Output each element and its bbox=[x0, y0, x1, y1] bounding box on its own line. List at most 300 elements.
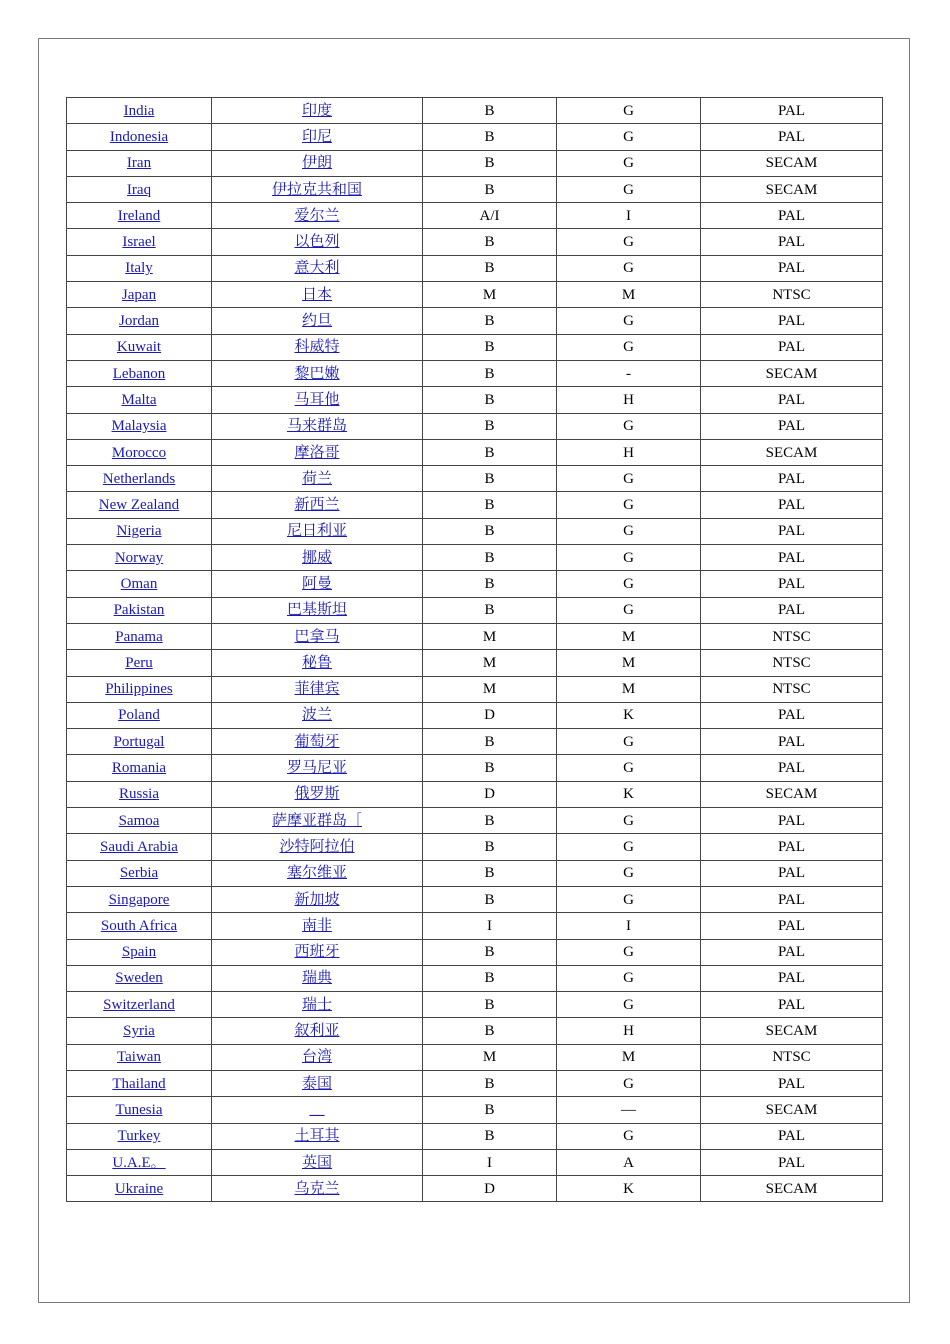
cell-vhf: M bbox=[423, 623, 557, 649]
cell-vhf: D bbox=[423, 702, 557, 728]
chinese-link[interactable]: 印尼 bbox=[301, 128, 332, 145]
table-row bbox=[67, 1176, 883, 1202]
cell-uhf: G bbox=[557, 334, 701, 360]
cell-system: PAL bbox=[701, 886, 883, 912]
cell-uhf: G bbox=[557, 834, 701, 860]
cell-country bbox=[67, 466, 212, 492]
country-link[interactable]: Samoa bbox=[118, 812, 160, 829]
chinese-link[interactable]: 马耳他 bbox=[294, 391, 340, 408]
cell-vhf: B bbox=[423, 439, 557, 465]
cell-chinese bbox=[212, 860, 423, 886]
chinese-link[interactable]: 菲律宾 bbox=[294, 681, 340, 698]
cell-system: PAL bbox=[701, 387, 883, 413]
cell-system: NTSC bbox=[701, 282, 883, 308]
cell-uhf: M bbox=[557, 282, 701, 308]
cell-system: PAL bbox=[701, 571, 883, 597]
cell-chinese bbox=[212, 1070, 423, 1096]
country-link[interactable]: Nigeria bbox=[116, 523, 162, 540]
country-link[interactable]: Thailand bbox=[112, 1075, 166, 1092]
cell-uhf: G bbox=[557, 176, 701, 202]
cell-uhf: G bbox=[557, 518, 701, 544]
cell-uhf: G bbox=[557, 965, 701, 991]
country-link[interactable]: Russia bbox=[118, 786, 159, 803]
cell-vhf: B bbox=[423, 150, 557, 176]
table-row bbox=[67, 1097, 883, 1123]
cell-uhf: M bbox=[557, 650, 701, 676]
cell-uhf: G bbox=[557, 729, 701, 755]
chinese-link[interactable]: 摩洛哥 bbox=[294, 444, 340, 461]
chinese-link[interactable]: 英国 bbox=[301, 1154, 332, 1171]
chinese-link[interactable]: 新加坡 bbox=[294, 891, 340, 908]
table-row bbox=[67, 492, 883, 518]
chinese-link[interactable]: 巴基斯坦 bbox=[286, 602, 347, 619]
cell-uhf: G bbox=[557, 860, 701, 886]
country-link[interactable]: Switzerland bbox=[103, 996, 175, 1013]
country-link[interactable]: Jordan bbox=[119, 313, 159, 330]
cell-vhf: B bbox=[423, 1123, 557, 1149]
cell-country bbox=[67, 439, 212, 465]
cell-system: PAL bbox=[701, 98, 883, 124]
cell-uhf: M bbox=[557, 1044, 701, 1070]
cell-chinese bbox=[212, 913, 423, 939]
country-link[interactable]: Spain bbox=[121, 944, 157, 961]
cell-chinese bbox=[212, 518, 423, 544]
cell-system: PAL bbox=[701, 834, 883, 860]
cell-system: NTSC bbox=[701, 650, 883, 676]
cell-uhf: G bbox=[557, 545, 701, 571]
cell-chinese bbox=[212, 1044, 423, 1070]
cell-vhf: B bbox=[423, 729, 557, 755]
chinese-link[interactable]: 意大利 bbox=[294, 260, 340, 277]
chinese-link[interactable]: 萨摩亚群岛［ bbox=[271, 812, 362, 829]
table-row bbox=[67, 203, 883, 229]
chinese-link[interactable]: 马来群岛 bbox=[286, 418, 347, 435]
cell-vhf: B bbox=[423, 124, 557, 150]
cell-country bbox=[67, 886, 212, 912]
chinese-link[interactable]: 阿曼 bbox=[301, 575, 332, 592]
cell-system: PAL bbox=[701, 1123, 883, 1149]
table-row bbox=[67, 387, 883, 413]
chinese-link[interactable]: 尼日利亚 bbox=[286, 523, 347, 540]
cell-country bbox=[67, 860, 212, 886]
chinese-link[interactable]: 瑞士 bbox=[301, 996, 332, 1013]
cell-vhf: B bbox=[423, 965, 557, 991]
cell-chinese bbox=[212, 308, 423, 334]
country-link[interactable]: Italy bbox=[125, 260, 153, 277]
cell-vhf: A/I bbox=[423, 203, 557, 229]
cell-country bbox=[67, 676, 212, 702]
cell-chinese bbox=[212, 755, 423, 781]
country-link[interactable]: Philippines bbox=[105, 681, 173, 698]
cell-country bbox=[67, 98, 212, 124]
cell-uhf: M bbox=[557, 623, 701, 649]
table-row bbox=[67, 623, 883, 649]
cell-vhf: M bbox=[423, 1044, 557, 1070]
chinese-link[interactable]: 日本 bbox=[301, 286, 332, 303]
table-row bbox=[67, 992, 883, 1018]
chinese-link[interactable]: 俄罗斯 bbox=[294, 786, 340, 803]
cell-country bbox=[67, 150, 212, 176]
country-link[interactable]: Tunesia bbox=[115, 1101, 163, 1118]
cell-vhf: B bbox=[423, 387, 557, 413]
cell-chinese bbox=[212, 439, 423, 465]
country-link[interactable]: Ireland bbox=[117, 207, 161, 224]
cell-uhf: G bbox=[557, 808, 701, 834]
cell-chinese bbox=[212, 492, 423, 518]
cell-system: SECAM bbox=[701, 439, 883, 465]
cell-system: PAL bbox=[701, 755, 883, 781]
cell-system: PAL bbox=[701, 729, 883, 755]
table-row bbox=[67, 98, 883, 124]
cell-chinese bbox=[212, 1018, 423, 1044]
cell-country bbox=[67, 965, 212, 991]
cell-country bbox=[67, 1149, 212, 1175]
cell-country bbox=[67, 808, 212, 834]
cell-system: PAL bbox=[701, 939, 883, 965]
country-link[interactable]: Singapore bbox=[108, 891, 170, 908]
table-row bbox=[67, 965, 883, 991]
cell-chinese bbox=[212, 387, 423, 413]
cell-chinese bbox=[212, 360, 423, 386]
chinese-link[interactable]: 以色列 bbox=[294, 234, 340, 251]
cell-chinese bbox=[212, 1097, 423, 1123]
chinese-link[interactable]: 塞尔维亚 bbox=[286, 865, 347, 882]
country-link[interactable]: Pakistan bbox=[113, 602, 165, 619]
cell-chinese bbox=[212, 623, 423, 649]
cell-vhf: B bbox=[423, 466, 557, 492]
chinese-link[interactable]: 科威特 bbox=[294, 339, 340, 356]
chinese-link[interactable]: 乌克兰 bbox=[294, 1180, 340, 1197]
chinese-link[interactable]: 黎巴嫩 bbox=[294, 365, 340, 382]
cell-country bbox=[67, 1018, 212, 1044]
country-link[interactable]: Morocco bbox=[111, 444, 167, 461]
table-row bbox=[67, 886, 883, 912]
table-row bbox=[67, 255, 883, 281]
cell-uhf: G bbox=[557, 150, 701, 176]
cell-system: PAL bbox=[701, 203, 883, 229]
country-link[interactable]: Iraq bbox=[126, 181, 152, 198]
cell-vhf: B bbox=[423, 492, 557, 518]
cell-country bbox=[67, 571, 212, 597]
cell-country bbox=[67, 755, 212, 781]
cell-chinese bbox=[212, 808, 423, 834]
chinese-link[interactable]: 沙特阿拉伯 bbox=[279, 838, 355, 855]
cell-uhf: M bbox=[557, 676, 701, 702]
country-link[interactable]: Serbia bbox=[119, 865, 159, 882]
chinese-link[interactable]: 巴拿马 bbox=[294, 628, 340, 645]
cell-vhf: B bbox=[423, 597, 557, 623]
cell-vhf: M bbox=[423, 282, 557, 308]
cell-uhf: G bbox=[557, 413, 701, 439]
country-link[interactable]: Sweden bbox=[115, 970, 163, 987]
cell-uhf: G bbox=[557, 255, 701, 281]
cell-country bbox=[67, 992, 212, 1018]
cell-vhf: B bbox=[423, 886, 557, 912]
cell-system: PAL bbox=[701, 702, 883, 728]
cell-country bbox=[67, 834, 212, 860]
table-row bbox=[67, 808, 883, 834]
cell-country bbox=[67, 623, 212, 649]
chinese-link[interactable]: 约旦 bbox=[301, 313, 332, 330]
cell-system: NTSC bbox=[701, 1044, 883, 1070]
cell-uhf: K bbox=[557, 702, 701, 728]
cell-system: NTSC bbox=[701, 623, 883, 649]
cell-vhf: B bbox=[423, 413, 557, 439]
table-row bbox=[67, 308, 883, 334]
table-row bbox=[67, 282, 883, 308]
cell-vhf: I bbox=[423, 1149, 557, 1175]
cell-chinese bbox=[212, 939, 423, 965]
cell-system: SECAM bbox=[701, 1018, 883, 1044]
cell-vhf: M bbox=[423, 676, 557, 702]
country-link[interactable]: Indonesia bbox=[109, 128, 169, 145]
cell-country bbox=[67, 1123, 212, 1149]
chinese-link[interactable]: 伊拉克共和国 bbox=[271, 181, 362, 198]
cell-country bbox=[67, 387, 212, 413]
chinese-link[interactable]: __ bbox=[309, 1101, 325, 1118]
cell-vhf: B bbox=[423, 229, 557, 255]
cell-country bbox=[67, 1070, 212, 1096]
chinese-link[interactable]: 爱尔兰 bbox=[294, 207, 340, 224]
country-link[interactable]: Israel bbox=[122, 234, 156, 251]
cell-vhf: B bbox=[423, 176, 557, 202]
cell-system: PAL bbox=[701, 1070, 883, 1096]
country-link[interactable]: Turkey bbox=[117, 1128, 161, 1145]
cell-vhf: B bbox=[423, 1097, 557, 1123]
cell-uhf: K bbox=[557, 781, 701, 807]
cell-chinese bbox=[212, 676, 423, 702]
chinese-link[interactable]: 西班牙 bbox=[294, 944, 340, 961]
table-row bbox=[67, 650, 883, 676]
cell-chinese bbox=[212, 729, 423, 755]
chinese-link[interactable]: 罗马尼亚 bbox=[286, 760, 347, 777]
cell-system: PAL bbox=[701, 597, 883, 623]
cell-chinese bbox=[212, 229, 423, 255]
cell-uhf: I bbox=[557, 913, 701, 939]
cell-vhf: B bbox=[423, 939, 557, 965]
country-link[interactable]: Malta bbox=[121, 391, 157, 408]
cell-vhf: B bbox=[423, 571, 557, 597]
country-link[interactable]: New Zealand bbox=[98, 497, 180, 514]
cell-vhf: B bbox=[423, 308, 557, 334]
country-link[interactable]: Iran bbox=[126, 155, 152, 172]
cell-country bbox=[67, 360, 212, 386]
cell-chinese bbox=[212, 1123, 423, 1149]
country-link[interactable]: India bbox=[123, 102, 155, 119]
cell-uhf: G bbox=[557, 755, 701, 781]
cell-vhf: B bbox=[423, 545, 557, 571]
cell-country bbox=[67, 781, 212, 807]
table-row bbox=[67, 334, 883, 360]
country-link[interactable]: Peru bbox=[125, 654, 153, 671]
chinese-link[interactable]: 秘鲁 bbox=[301, 654, 332, 671]
country-link[interactable]: Malaysia bbox=[111, 418, 167, 435]
cell-country bbox=[67, 1176, 212, 1202]
country-link[interactable]: Taiwan bbox=[117, 1049, 161, 1066]
table-row bbox=[67, 571, 883, 597]
cell-system: SECAM bbox=[701, 1176, 883, 1202]
chinese-link[interactable]: 土耳其 bbox=[294, 1128, 340, 1145]
table-row bbox=[67, 1070, 883, 1096]
cell-vhf: B bbox=[423, 834, 557, 860]
table-row bbox=[67, 729, 883, 755]
country-link[interactable]: Kuwait bbox=[116, 339, 162, 356]
cell-uhf: H bbox=[557, 1018, 701, 1044]
cell-chinese bbox=[212, 255, 423, 281]
cell-system: SECAM bbox=[701, 150, 883, 176]
cell-chinese bbox=[212, 781, 423, 807]
cell-uhf: H bbox=[557, 387, 701, 413]
cell-vhf: B bbox=[423, 1018, 557, 1044]
cell-chinese bbox=[212, 176, 423, 202]
country-link[interactable]: Romania bbox=[111, 760, 167, 777]
country-link[interactable]: Poland bbox=[118, 707, 160, 724]
cell-chinese bbox=[212, 150, 423, 176]
cell-system: PAL bbox=[701, 965, 883, 991]
cell-system: PAL bbox=[701, 808, 883, 834]
cell-system: PAL bbox=[701, 545, 883, 571]
cell-country bbox=[67, 203, 212, 229]
country-link[interactable]: Ukraine bbox=[114, 1180, 164, 1197]
chinese-link[interactable]: 伊朗 bbox=[301, 155, 332, 172]
cell-system: SECAM bbox=[701, 360, 883, 386]
table-row bbox=[67, 1044, 883, 1070]
cell-chinese bbox=[212, 597, 423, 623]
cell-vhf: D bbox=[423, 781, 557, 807]
country-link[interactable]: Netherlands bbox=[102, 470, 176, 487]
table-row bbox=[67, 545, 883, 571]
cell-country bbox=[67, 413, 212, 439]
cell-chinese bbox=[212, 203, 423, 229]
cell-uhf: - bbox=[557, 360, 701, 386]
table-row bbox=[67, 860, 883, 886]
cell-chinese bbox=[212, 886, 423, 912]
country-link[interactable]: Lebanon bbox=[112, 365, 166, 382]
cell-uhf: G bbox=[557, 466, 701, 492]
cell-country bbox=[67, 334, 212, 360]
table-body bbox=[67, 98, 883, 1202]
chinese-link[interactable]: 台湾 bbox=[301, 1049, 332, 1066]
country-link[interactable]: U.A.E。 bbox=[112, 1154, 166, 1171]
cell-system: PAL bbox=[701, 124, 883, 150]
cell-system: PAL bbox=[701, 518, 883, 544]
cell-system: PAL bbox=[701, 913, 883, 939]
cell-chinese bbox=[212, 334, 423, 360]
cell-system: PAL bbox=[701, 334, 883, 360]
country-link[interactable]: Oman bbox=[120, 575, 158, 592]
table-row bbox=[67, 676, 883, 702]
cell-country bbox=[67, 545, 212, 571]
cell-system: PAL bbox=[701, 413, 883, 439]
chinese-link[interactable]: 叙利亚 bbox=[294, 1023, 340, 1040]
cell-country bbox=[67, 282, 212, 308]
chinese-link[interactable]: 葡萄牙 bbox=[294, 733, 340, 750]
tv-standards-table bbox=[66, 97, 883, 1202]
cell-chinese bbox=[212, 834, 423, 860]
cell-system: SECAM bbox=[701, 1097, 883, 1123]
chinese-link[interactable]: 挪威 bbox=[301, 549, 332, 566]
table-row bbox=[67, 229, 883, 255]
cell-chinese bbox=[212, 702, 423, 728]
table-row bbox=[67, 124, 883, 150]
cell-vhf: B bbox=[423, 755, 557, 781]
country-link[interactable]: Saudi Arabia bbox=[100, 838, 178, 855]
cell-uhf: G bbox=[557, 597, 701, 623]
cell-country bbox=[67, 255, 212, 281]
chinese-link[interactable]: 荷兰 bbox=[301, 470, 332, 487]
cell-uhf: G bbox=[557, 571, 701, 597]
country-link[interactable]: South Africa bbox=[100, 917, 178, 934]
cell-vhf: B bbox=[423, 255, 557, 281]
cell-system: SECAM bbox=[701, 176, 883, 202]
table-row bbox=[67, 834, 883, 860]
cell-chinese bbox=[212, 992, 423, 1018]
cell-uhf: G bbox=[557, 308, 701, 334]
chinese-link[interactable]: 瑞典 bbox=[301, 970, 332, 987]
cell-system: PAL bbox=[701, 492, 883, 518]
table-row bbox=[67, 518, 883, 544]
chinese-link[interactable]: 印度 bbox=[301, 102, 332, 119]
table-row bbox=[67, 150, 883, 176]
chinese-link[interactable]: 南非 bbox=[301, 917, 332, 934]
chinese-link[interactable]: 新西兰 bbox=[294, 497, 340, 514]
cell-uhf: G bbox=[557, 939, 701, 965]
cell-country bbox=[67, 939, 212, 965]
cell-vhf: B bbox=[423, 1070, 557, 1096]
cell-country bbox=[67, 729, 212, 755]
cell-country bbox=[67, 124, 212, 150]
country-link[interactable]: Norway bbox=[114, 549, 164, 566]
cell-chinese bbox=[212, 282, 423, 308]
table-row bbox=[67, 176, 883, 202]
cell-chinese bbox=[212, 965, 423, 991]
table-row bbox=[67, 702, 883, 728]
country-link[interactable]: Panama bbox=[115, 628, 163, 645]
cell-country bbox=[67, 650, 212, 676]
cell-uhf: K bbox=[557, 1176, 701, 1202]
cell-vhf: B bbox=[423, 334, 557, 360]
cell-vhf: I bbox=[423, 913, 557, 939]
table-row bbox=[67, 1018, 883, 1044]
cell-chinese bbox=[212, 124, 423, 150]
country-link[interactable]: Syria bbox=[123, 1023, 155, 1040]
country-link[interactable]: Japan bbox=[121, 286, 157, 303]
table-row bbox=[67, 1123, 883, 1149]
cell-vhf: B bbox=[423, 992, 557, 1018]
cell-vhf: B bbox=[423, 860, 557, 886]
table-row bbox=[67, 781, 883, 807]
cell-vhf: B bbox=[423, 518, 557, 544]
cell-country bbox=[67, 176, 212, 202]
cell-uhf: I bbox=[557, 203, 701, 229]
table-row bbox=[67, 755, 883, 781]
cell-chinese bbox=[212, 98, 423, 124]
cell-uhf: G bbox=[557, 229, 701, 255]
table-row bbox=[67, 597, 883, 623]
chinese-link[interactable]: 波兰 bbox=[301, 707, 332, 724]
cell-country bbox=[67, 913, 212, 939]
cell-uhf: G bbox=[557, 124, 701, 150]
cell-chinese bbox=[212, 466, 423, 492]
cell-vhf: B bbox=[423, 808, 557, 834]
cell-system: PAL bbox=[701, 860, 883, 886]
cell-system: PAL bbox=[701, 992, 883, 1018]
cell-country bbox=[67, 1097, 212, 1123]
cell-system: NTSC bbox=[701, 676, 883, 702]
chinese-link[interactable]: 泰国 bbox=[301, 1075, 332, 1092]
cell-country bbox=[67, 1044, 212, 1070]
country-link[interactable]: Portugal bbox=[113, 733, 165, 750]
